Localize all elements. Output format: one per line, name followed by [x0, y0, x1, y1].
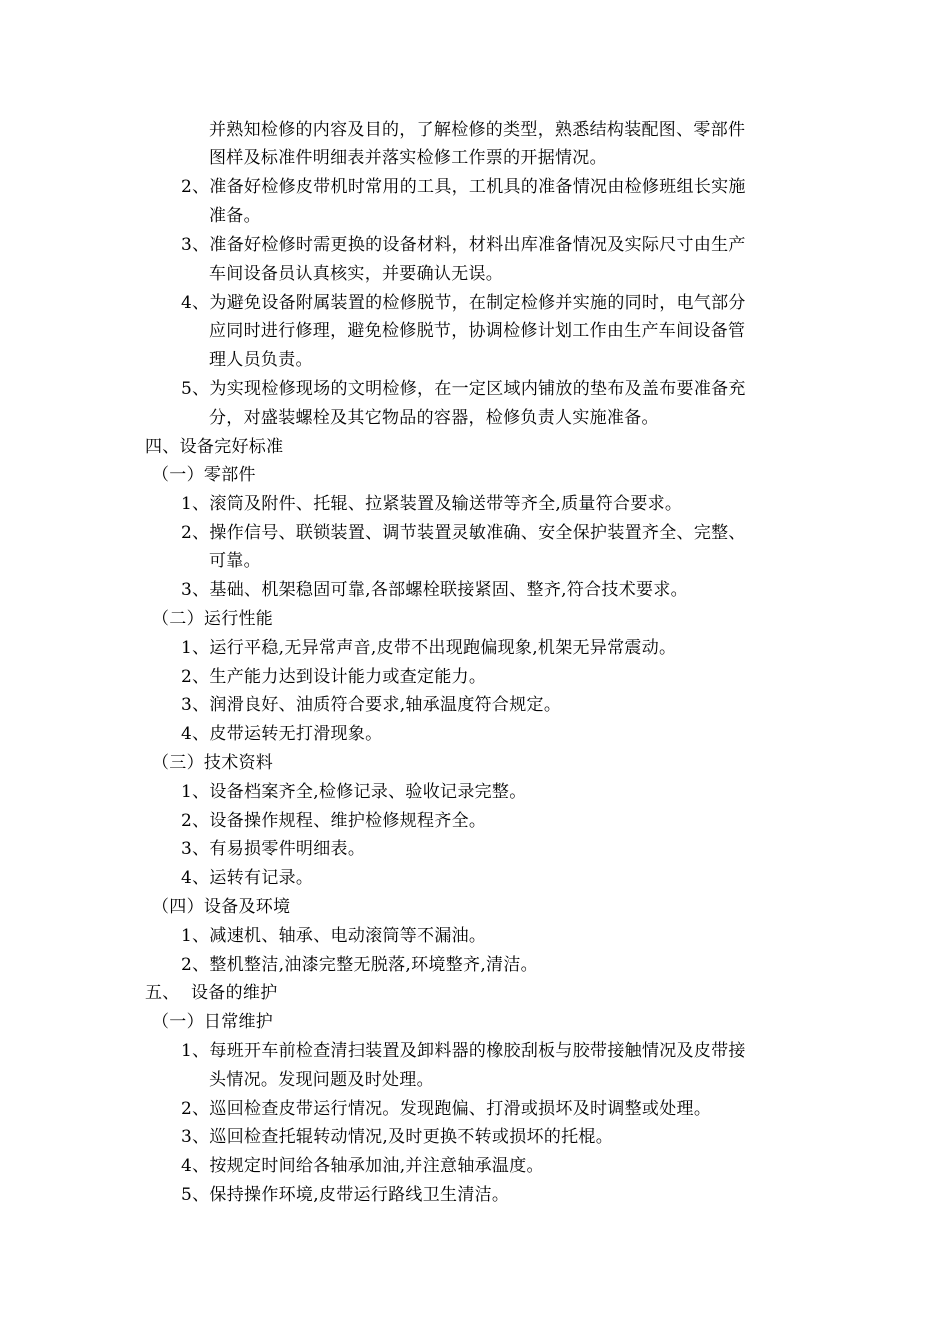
paragraph-line: 头情况。发现问题及时处理。 — [209, 1070, 434, 1090]
paragraph-line: 理人员负责。 — [209, 350, 313, 370]
list-item: 1、滚筒及附件、托辊、拉紧装置及输送带等齐全,质量符合要求。 — [181, 494, 683, 514]
list-item: 5、保持操作环境,皮带运行路线卫生清洁。 — [181, 1185, 510, 1205]
paragraph-line: 分，对盛装螺栓及其它物品的容器，检修负责人实施准备。 — [209, 408, 659, 428]
list-item: 4、为避免设备附属装置的检修脱节，在制定检修并实施的同时，电气部分 — [181, 293, 746, 313]
list-item: 2、设备操作规程、维护检修规程齐全。 — [181, 811, 487, 831]
paragraph-line: 可靠。 — [209, 551, 261, 571]
list-item: 4、皮带运转无打滑现象。 — [181, 724, 383, 744]
paragraph-line: 图样及标准件明细表并落实检修工作票的开据情况。 — [209, 148, 607, 168]
list-item: 3、巡回检查托辊转动情况,及时更换不转或损坏的托棍。 — [181, 1127, 614, 1147]
subsection-heading: （四）设备及环境 — [152, 897, 291, 917]
list-item: 2、准备好检修皮带机时常用的工具，工机具的准备情况由检修班组长实施 — [181, 177, 746, 197]
list-item: 1、设备档案齐全,检修记录、验收记录完整。 — [181, 782, 527, 802]
list-item: 5、为实现检修现场的文明检修，在一定区域内铺放的垫布及盖布要准备充 — [181, 379, 746, 399]
list-item: 3、有易损零件明细表。 — [181, 839, 366, 859]
paragraph-line: 并熟知检修的内容及目的，了解检修的类型，熟悉结构装配图、零部件 — [209, 120, 746, 140]
section-heading: 四、设备完好标准 — [145, 437, 284, 457]
list-item: 2、生产能力达到设计能力或查定能力。 — [181, 667, 487, 687]
paragraph-line: 车间设备员认真核实，并要确认无误。 — [209, 264, 504, 284]
list-item: 4、运转有记录。 — [181, 868, 314, 888]
subsection-heading: （一）零部件 — [152, 465, 256, 485]
paragraph-line: 应同时进行修理，避免检修脱节，协调检修计划工作由生产车间设备管 — [209, 321, 746, 341]
list-item: 2、整机整洁,油漆完整无脱落,环境整齐,清洁。 — [181, 955, 538, 975]
list-item: 2、操作信号、联锁装置、调节装置灵敏准确、安全保护装置齐全、完整、 — [181, 523, 746, 543]
list-item: 3、润滑良好、油质符合要求,轴承温度符合规定。 — [181, 695, 562, 715]
list-item: 3、准备好检修时需更换的设备材料，材料出库准备情况及实际尺寸由生产 — [181, 235, 746, 255]
section-heading: 五、 设备的维护 — [145, 983, 278, 1003]
list-item: 4、按规定时间给各轴承加油,并注意轴承温度。 — [181, 1156, 544, 1176]
list-item: 3、基础、机架稳固可靠,各部螺栓联接紧固、整齐,符合技术要求。 — [181, 580, 688, 600]
subsection-heading: （二）运行性能 — [152, 609, 274, 629]
subsection-heading: （一）日常维护 — [152, 1012, 274, 1032]
list-item: 1、运行平稳,无异常声音,皮带不出现跑偏现象,机架无异常震动。 — [181, 638, 677, 658]
list-item: 1、减速机、轴承、电动滚筒等不漏油。 — [181, 926, 487, 946]
paragraph-line: 准备。 — [209, 206, 261, 226]
list-item: 1、每班开车前检查清扫装置及卸料器的橡胶刮板与胶带接触情况及皮带接 — [181, 1041, 746, 1061]
list-item: 2、巡回检查皮带运行情况。发现跑偏、打滑或损坏及时调整或处理。 — [181, 1099, 712, 1119]
subsection-heading: （三）技术资料 — [152, 753, 274, 773]
